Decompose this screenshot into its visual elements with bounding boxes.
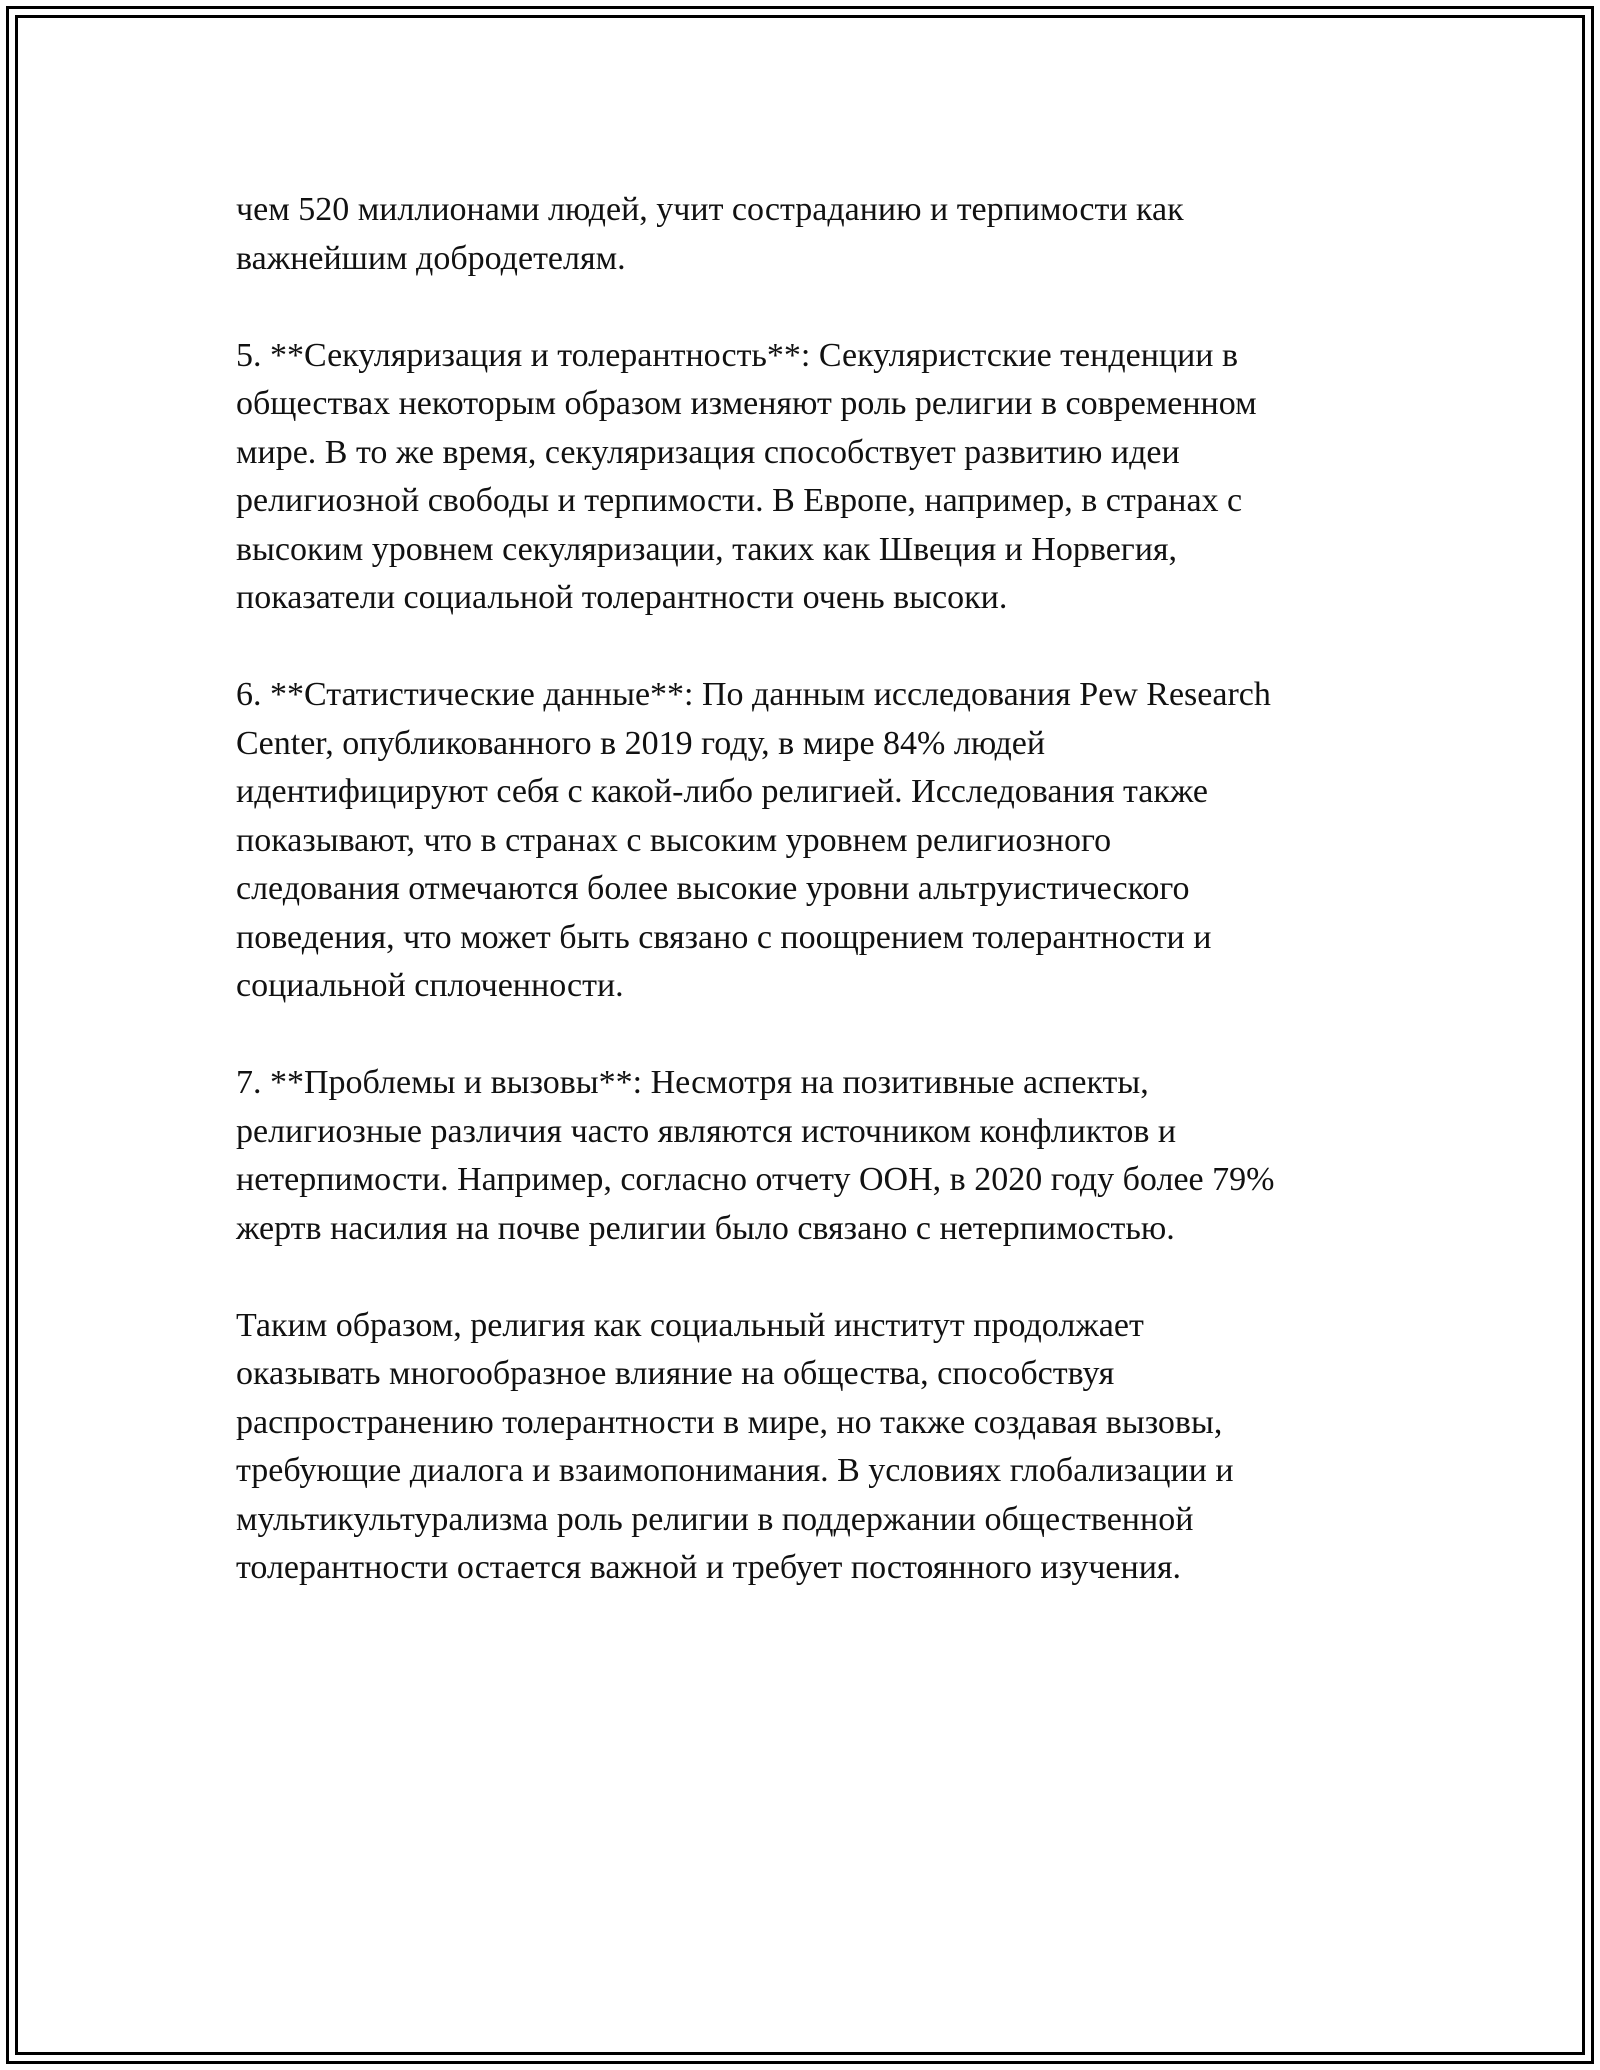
- paragraph-statistics: 6. **Статистические данные**: По данным исследования Pew Research Center, опубликованного в 2019 году, в мире 84% людей идентифицируют себя с какой-либо религией. Исследования также показывают, что в странах с высоким уровнем религиозного следования отмечаются более высокие уровни альтруистического поведения, что может быть связано с поощрением толерантности и социальной сплоченности.: [236, 676, 1271, 1004]
- paragraph-conclusion: Таким образом, религия как социальный институт продолжает оказывать многообразное влияние на общества, способствуя распространению толерантности в мире, но также создавая вызовы, требующие диалога и взаимопонимания. В условиях глобализации и мультикультурализма роль религии в поддержании общественной толерантности остается важной и требует постоянного изучения.: [236, 1306, 1234, 1586]
- document-body: [236, 186, 1396, 1641]
- paragraph-secularization: 5. **Секуляризация и толерантность**: Секуляристские тенденции в обществах некоторым образом изменяют роль религии в современном мире. В то же время, секуляризация способствует развитию идеи религиозной свободы и терпимости. В Европе, например, в странах с высоким уровнем секуляризации, таких как Швеция и Норвегия, показатели социальной толерантности очень высоки.: [236, 336, 1257, 616]
- paragraph-continuation: чем 520 миллионами людей, учит состраданию и терпимости как важнейшим добродетелям.: [236, 191, 1184, 277]
- paragraph-problems: 7. **Проблемы и вызовы**: Несмотря на позитивные аспекты, религиозные различия часто являются источником конфликтов и нетерпимости. Например, согласно отчету ООН, в 2020 году более 79% жертв насилия на почве религии было связано с нетерпимостью.: [236, 1064, 1275, 1247]
